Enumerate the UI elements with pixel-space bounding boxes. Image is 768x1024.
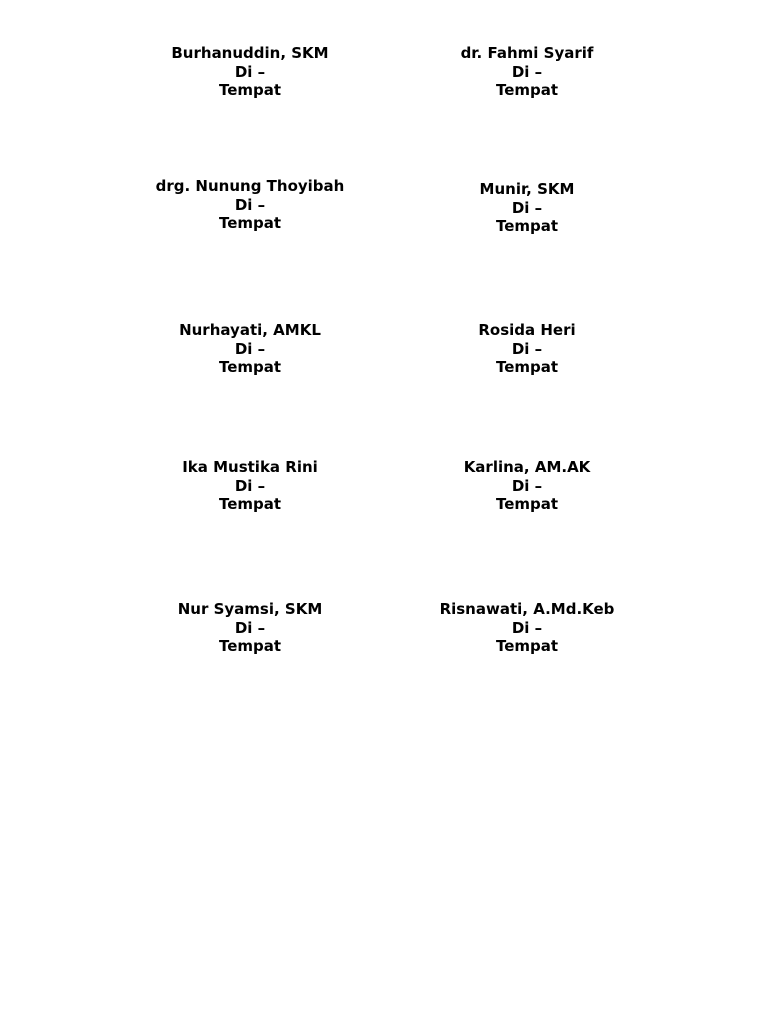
recipient-name: Munir, SKM — [479, 180, 575, 198]
recipient-name: Burhanuddin, SKM — [171, 44, 329, 62]
recipient-tempat: Tempat — [495, 637, 559, 655]
recipient-tempat: Tempat — [218, 81, 282, 99]
address-label — [100, 600, 400, 656]
address-label — [377, 44, 677, 100]
recipient-di: Di – — [511, 339, 543, 358]
recipient-di: Di – — [234, 476, 266, 495]
recipient-name: drg. Nunung Thoyibah — [155, 177, 345, 195]
recipient-di: Di – — [234, 195, 266, 214]
address-label — [377, 321, 677, 377]
address-label — [100, 321, 400, 377]
recipient-name: Risnawati, A.Md.Keb — [439, 600, 615, 618]
recipient-tempat: Tempat — [218, 358, 282, 376]
recipient-name: Nurhayati, AMKL — [179, 321, 321, 339]
recipient-di: Di – — [234, 62, 266, 81]
recipient-name: Ika Mustika Rini — [182, 458, 318, 476]
recipient-name: Karlina, AM.AK — [463, 458, 591, 476]
address-label — [100, 177, 400, 233]
recipient-tempat: Tempat — [495, 217, 559, 235]
recipient-di: Di – — [234, 618, 266, 637]
recipient-di: Di – — [511, 476, 543, 495]
recipient-tempat: Tempat — [218, 495, 282, 513]
recipient-tempat: Tempat — [495, 358, 559, 376]
recipient-name: dr. Fahmi Syarif — [460, 44, 594, 62]
address-label — [377, 458, 677, 514]
recipient-di: Di – — [234, 339, 266, 358]
address-label — [100, 458, 400, 514]
recipient-tempat: Tempat — [495, 81, 559, 99]
recipient-tempat: Tempat — [495, 495, 559, 513]
recipient-name: Nur Syamsi, SKM — [177, 600, 323, 618]
address-label — [100, 44, 400, 100]
recipient-tempat: Tempat — [218, 214, 282, 232]
recipient-di: Di – — [511, 618, 543, 637]
address-label — [377, 180, 677, 236]
recipient-di: Di – — [511, 198, 543, 217]
recipient-di: Di – — [511, 62, 543, 81]
recipient-name: Rosida Heri — [478, 321, 576, 339]
recipient-tempat: Tempat — [218, 637, 282, 655]
address-label — [377, 600, 677, 656]
